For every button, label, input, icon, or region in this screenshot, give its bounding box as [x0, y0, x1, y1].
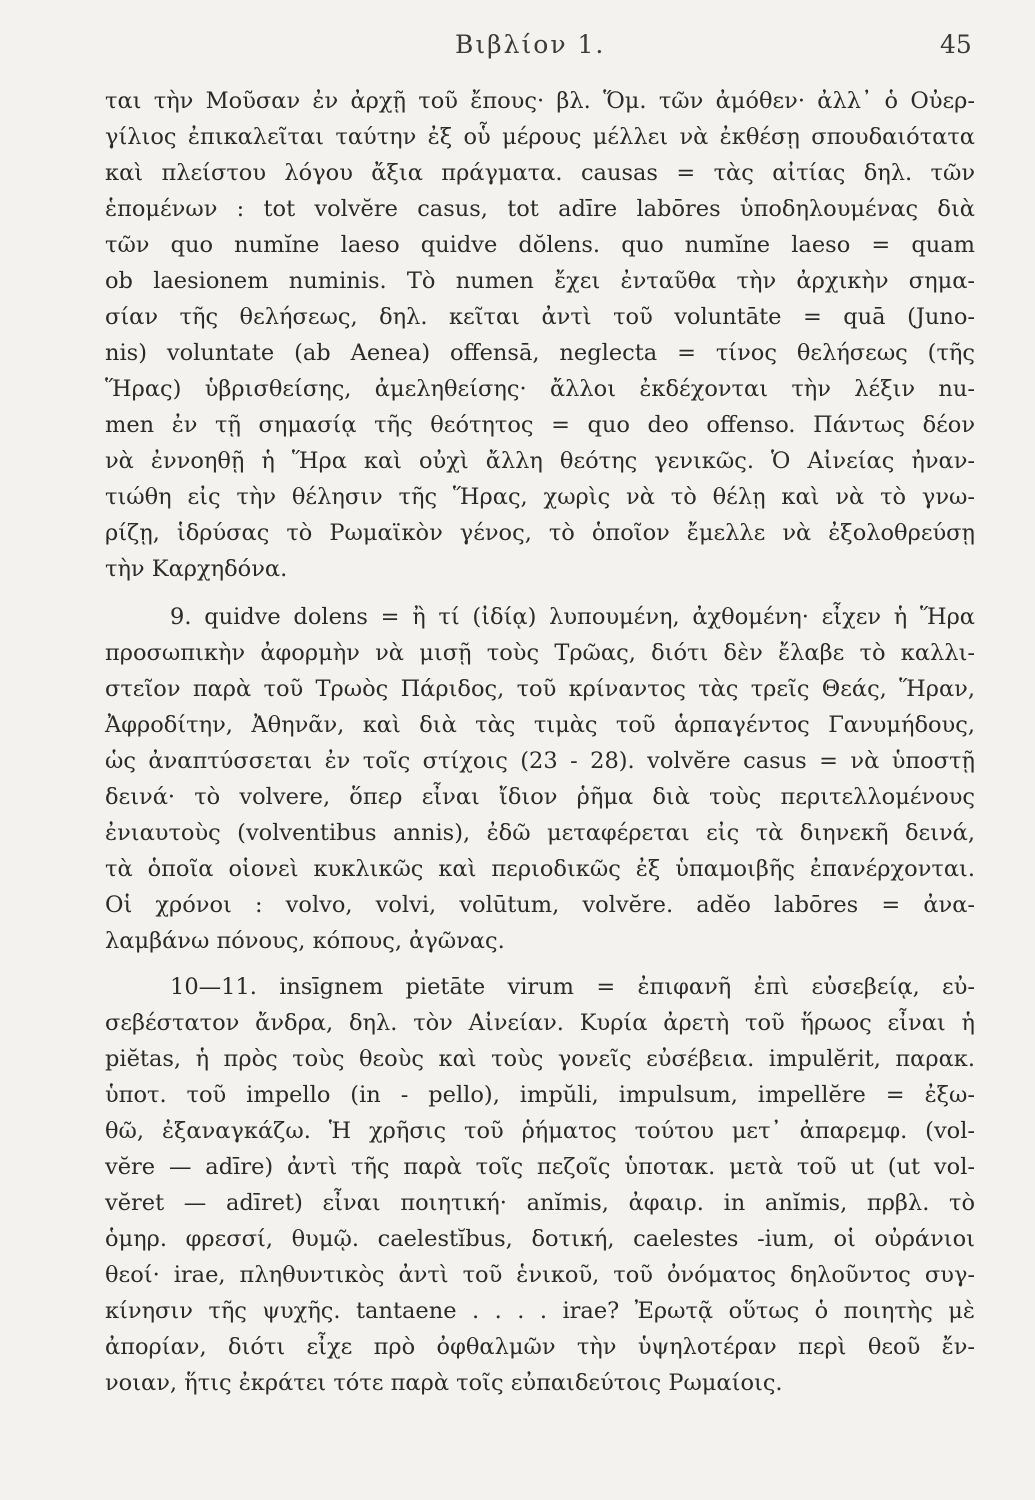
text-line: δεινά· τὸ volvere, ὅπερ εἶναι ἴδιον ῥῆμα διὰ τοὺς περιτελλομένους	[105, 784, 975, 810]
text-line: λαμβάνω πόνους, κόπους, ἀγῶνας.	[105, 928, 505, 954]
text-line: θῶ, ἐξαναγκάζω. Ἡ χρῆσις τοῦ ῥήματος τούτου μετ᾽ ἀπαρεμφ. (vol-	[105, 1118, 975, 1144]
text-line: ὡς ἀναπτύσσεται ἐν τοῖς στίχοις (23 - 28). volvĕre casus = νὰ ὑποστῇ	[105, 748, 975, 774]
text-line: Οἱ χρόνοι : volvo, volvi, volūtum, volvĕre. adĕo labōres = ἀνα-	[105, 892, 975, 918]
text-line: vĕret — adīret) εἶναι ποιητική· anĭmis, ἀφαιρ. in anĭmis, πρβλ. τὸ	[105, 1190, 975, 1216]
text-line: στεῖον παρὰ τοῦ Τρωὸς Πάριδος, τοῦ κρίναντος τὰς τρεῖς Θεάς, Ἥραν,	[105, 676, 975, 702]
text-line: τιώθη εἰς τὴν θέλησιν τῆς Ἥρας, χωρὶς νὰ τὸ θέλῃ καὶ νὰ τὸ γνω-	[105, 484, 975, 510]
text-line: Ἀφροδίτην, Ἀθηνᾶν, καὶ διὰ τὰς τιμὰς τοῦ ἁρπαγέντος Γανυμήδους,	[105, 712, 975, 738]
text-line: vĕre — adīre) ἀντὶ τῆς παρὰ τοῖς πεζοῖς ὑποτακ. μετὰ τοῦ ut (ut vol-	[105, 1154, 975, 1180]
text-line: ὑποτ. τοῦ impello (in - pello), impŭli, impulsum, impellĕre = ἐξω-	[105, 1082, 975, 1108]
text-line: 10—11. insīgnem pietāte virum = ἐπιφανῆ ἐπὶ εὐσεβείᾳ, εὐ-	[170, 974, 975, 1000]
text-line: νὰ ἐννοηθῇ ἡ Ἥρα καὶ οὐχὶ ἄλλη θεότης γενικῶς. Ὁ Αἰνείας ἠναν-	[105, 448, 975, 474]
page-number: 45	[940, 30, 972, 59]
text-line: ob laesionem numinis. Τὸ numen ἔχει ἐνταῦθα τὴν ἀρχικὴν σημα-	[105, 268, 975, 294]
text-line: καὶ πλείστου λόγου ἄξια πράγματα. causas = τὰς αἰτίας δηλ. τῶν	[105, 160, 975, 186]
text-line: σίαν τῆς θελήσεως, δηλ. κεῖται ἀντὶ τοῦ voluntāte = quā (Juno-	[105, 304, 975, 330]
text-line: Ἥρας) ὑβρισθείσης, ἀμεληθείσης· ἄλλοι ἐκδέχονται τὴν λέξιν nu-	[105, 376, 975, 402]
text-line: ἑπομένων : tot volvĕre casus, tot adīre labōres ὑποδηλουμένας διὰ	[105, 196, 975, 222]
running-title: Βιβλίον 1.	[455, 30, 606, 59]
text-line: piĕtas, ἡ πρὸς τοὺς θεοὺς καὶ τοὺς γονεῖς εὐσέβεια. impulĕrit, παρακ.	[105, 1046, 975, 1072]
text-line: τὰ ὁποῖα οἱονεὶ κυκλικῶς καὶ περιοδικῶς ἐξ ὑπαμοιβῆς ἐπανέρχονται.	[105, 856, 975, 882]
text-line: men ἐν τῇ σημασίᾳ τῆς θεότητος = quo deo offenso. Πάντως δέον	[105, 412, 975, 438]
text-line: νοιαν, ἥτις ἐκράτει τότε παρὰ τοῖς εὐπαιδεύτοις Ρωμαίοις.	[105, 1370, 783, 1396]
text-line: θεοί· irae, πληθυντικὸς ἀντὶ τοῦ ἑνικοῦ, τοῦ ὀνόματος δηλοῦντος συγ-	[105, 1262, 975, 1288]
running-header	[0, 30, 1035, 70]
text-line: γίλιος ἐπικαλεῖται ταύτην ἐξ οὗ μέρους μέλλει νὰ ἐκθέσῃ σπουδαιότατα	[105, 124, 975, 150]
text-line: τὴν Καρχηδόνα.	[105, 556, 288, 582]
text-line: 9. quidve dolens = ἢ τί (ἰδίᾳ) λυπουμένη, ἀχθομένη· εἶχεν ἡ Ἥρα	[170, 604, 975, 630]
text-line: ἐνιαυτοὺς (volventibus annis), ἐδῶ μεταφέρεται εἰς τὰ διηνεκῆ δεινά,	[105, 820, 975, 846]
text-line: ὁμηρ. φρεσσί, θυμῷ. caelestĭbus, δοτική, caelestes -ium, οἱ οὐράνιοι	[105, 1226, 975, 1252]
text-line: ἀπορίαν, διότι εἶχε πρὸ ὀφθαλμῶν τὴν ὑψηλοτέραν περὶ θεοῦ ἔν-	[105, 1334, 975, 1360]
text-line: σεβέστατον ἄνδρα, δηλ. τὸν Αἰνείαν. Κυρία ἀρετὴ τοῦ ἥρωος εἶναι ἡ	[105, 1010, 975, 1036]
text-line: ρίζῃ, ἱδρύσας τὸ Ρωμαϊκὸν γένος, τὸ ὁποῖον ἔμελλε νὰ ἐξολοθρεύσῃ	[105, 520, 975, 546]
text-line: nis) voluntate (ab Aenea) offensā, neglecta = τίνος θελήσεως (τῆς	[105, 340, 975, 366]
text-line: κίνησιν τῆς ψυχῆς. tantaene . . . . irae? Ἐρωτᾷ οὕτως ὁ ποιητὴς μὲ	[105, 1298, 975, 1324]
text-line: ται τὴν Μοῦσαν ἐν ἀρχῇ τοῦ ἔπους· βλ. Ὅμ. τῶν ἀμόθεν· ἀλλ᾽ ὁ Οὐερ-	[105, 88, 975, 114]
text-line: τῶν quo numĭne laeso quidve dŏlens. quo numĭne laeso = quam	[105, 232, 975, 258]
text-line: προσωπικὴν ἀφορμὴν νὰ μισῇ τοὺς Τρῶας, διότι δὲν ἔλαβε τὸ καλλι-	[105, 640, 975, 666]
